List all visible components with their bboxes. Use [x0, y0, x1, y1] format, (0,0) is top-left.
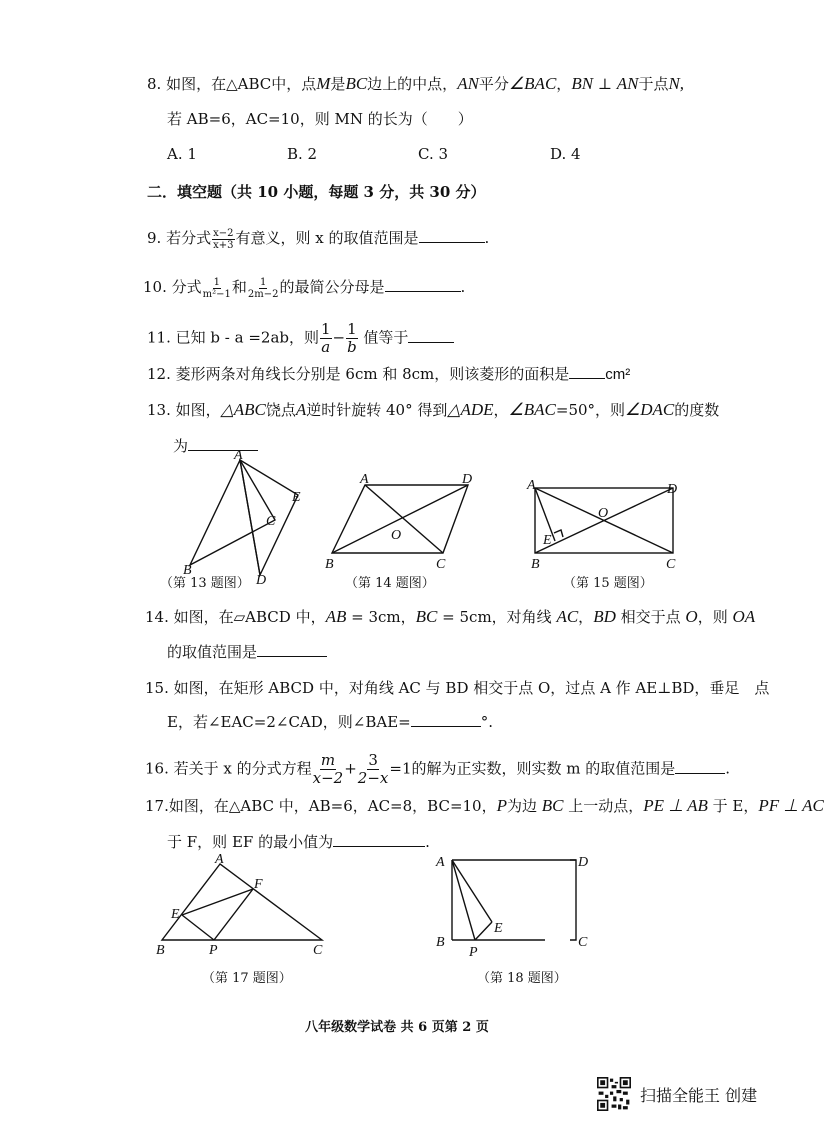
figure-13 [180, 450, 310, 590]
fig18-label-b: B [436, 935, 445, 950]
fig18-segment-pe [475, 922, 492, 940]
fig14-label-b: B [325, 557, 334, 572]
fig13-label-e: E [292, 490, 301, 505]
q16: 16. 若关于 x 的分式方程 $\frac{m}{x-2}$ + $\frac{3}{2-x}$ =1的解为正实数，则实数 m 的取值范围是 . [145, 751, 731, 787]
q14-answer-blank[interactable] [257, 640, 327, 657]
figure-14 [320, 472, 480, 572]
figure-17-caption: （第 17 题图） [202, 971, 292, 986]
fig13-triangle-abc [190, 460, 275, 565]
q8-line2: 若 AB=6，AC=10，则 MN 的长为（ ） [167, 110, 473, 128]
fig15-label-d: D [667, 482, 678, 497]
q10-fraction-2: $\frac{1}{2m-2}$ [247, 276, 279, 300]
fig13-label-a: A [234, 448, 243, 463]
figure-17 [150, 852, 340, 957]
figure-13-caption: （第 13 题图） [160, 576, 250, 591]
scanner-brand-watermark: 扫描全能王 创建 [640, 1086, 758, 1105]
fig14-label-c: C [436, 557, 446, 572]
qr-code-icon [597, 1077, 631, 1111]
fig18-segment-ap [452, 860, 475, 940]
q12: 12. 菱形两条对角线长分别是 6cm 和 8cm，则该菱形的面积是 cm² [147, 362, 630, 385]
q10-fraction-1: $\frac{1}{\text{m²−1}}$ [202, 276, 231, 300]
q11-fraction-1: $\frac{1}{a}$ [320, 320, 331, 356]
fig15-label-a: A [527, 478, 536, 493]
q16-fraction-1: $\frac{m}{x-2}$ [312, 751, 344, 787]
fig17-label-e: E [171, 907, 180, 922]
figure-15 [520, 478, 685, 570]
fig14-label-a: A [360, 472, 369, 487]
q16-fraction-2: $\frac{3}{2-x}$ [357, 751, 389, 787]
q12-answer-blank[interactable] [569, 362, 605, 379]
fig18-label-d: D [578, 855, 589, 870]
q13-line1: 13. 如图，△ABC饶点A逆时针旋转 40° 得到△ADE，∠BAC=50°，则∠DAC的度数 [147, 400, 720, 419]
fig18-label-a: A [436, 855, 445, 870]
q9: 9. 若分式 $\frac{x-2}{x+3}$ 有意义，则 x 的取值范围是 . [147, 227, 490, 251]
fig13-label-d: D [256, 573, 267, 588]
fig15-right-angle-mark [554, 530, 563, 537]
fig13-label-c: C [266, 514, 276, 529]
fig17-segment-pe [182, 915, 214, 940]
q8-option-b: B. 2 [287, 145, 318, 163]
fig18-label-e: E [494, 921, 503, 936]
q11: 11. 已知 b - a =2ab，则 $\frac{1}{a}$ − $\frac{1}{b}$ 值等于 [147, 321, 454, 356]
fig15-label-c: C [666, 557, 676, 572]
q8-option-c: C. 3 [418, 145, 449, 163]
fig17-label-b: B [156, 943, 165, 958]
fig14-diagonal-ac [365, 485, 443, 553]
q17-line2: 于 F，则 EF 的最小值为 . [167, 830, 430, 852]
fig18-label-c: C [578, 935, 588, 950]
q13-answer-blank[interactable] [188, 434, 258, 451]
page-footer: 八年级数学试卷 共 6 页第 2 页 [305, 1020, 489, 1035]
fig17-label-c: C [313, 943, 323, 958]
q14-line2: 的取值范围是 [167, 640, 327, 662]
figure-18 [430, 848, 605, 958]
fig17-label-f: F [254, 877, 263, 892]
q8-option-d: D. 4 [550, 145, 581, 163]
fig17-label-p: P [209, 943, 218, 958]
q10-answer-blank[interactable] [385, 275, 461, 292]
q15-line1: 15. 如图，在矩形 ABCD 中，对角线 AC 与 BD 相交于点 O，过点 A 作 AE⊥BD，垂足 点 [145, 679, 770, 697]
q10: 10. 分式 $\frac{1}{\text{m²−1}}$ 和 $\frac{1}{2m-2}$ 的最简公分母是 . [143, 276, 466, 300]
q14-line1: 14. 如图，在▱ABCD 中，AB = 3cm，BC = 5cm，对角线 AC，BD 相交于点 O，则 OA [145, 607, 756, 626]
fig14-label-d: D [462, 472, 473, 487]
figure-14-caption: （第 14 题图） [345, 576, 435, 591]
section-2-heading: 二．填空题（共 10 小题，每题 3 分，共 30 分） [147, 183, 486, 201]
q11-answer-blank[interactable] [408, 326, 454, 343]
q8-line1: 8. 如图，在△ABC中，点M是BC边上的中点，AN平分∠BAC，BN ⊥ AN于点N, [147, 74, 685, 93]
fig15-label-o: O [598, 506, 609, 521]
q16-answer-blank[interactable] [675, 757, 725, 774]
fig18-segment-ae [452, 860, 492, 922]
q9-answer-blank[interactable] [419, 226, 485, 243]
figure-15-caption: （第 15 题图） [563, 576, 653, 591]
q17-line1: 17.如图，在△ABC 中，AB=6，AC=8，BC=10，P为边 BC 上一动点，PE ⊥ AB 于 E，PF ⊥ AC [145, 796, 824, 815]
fig15-label-e: E [543, 533, 552, 548]
fig18-segment-dc [570, 860, 576, 940]
q8-number: 8. [147, 75, 162, 93]
q15-answer-blank[interactable] [411, 710, 481, 727]
fig17-label-a: A [215, 852, 224, 867]
q13-line2: 为 [173, 434, 258, 456]
fig14-label-o: O [391, 528, 402, 543]
q17-answer-blank[interactable] [333, 830, 425, 847]
figure-18-caption: （第 18 题图） [477, 971, 567, 986]
q11-fraction-2: $\frac{1}{b}$ [347, 320, 357, 356]
q8-option-a: A. 1 [167, 145, 197, 163]
fig17-triangle-abc [162, 864, 322, 940]
fig18-label-p: P [469, 945, 478, 960]
q15-line2: E，若∠EAC=2∠CAD，则∠BAE= °. [167, 710, 493, 732]
fig13-label-b: B [183, 563, 192, 578]
fig15-label-b: B [531, 557, 540, 572]
q9-fraction: $\frac{x-2}{x+3}$ [213, 227, 234, 251]
